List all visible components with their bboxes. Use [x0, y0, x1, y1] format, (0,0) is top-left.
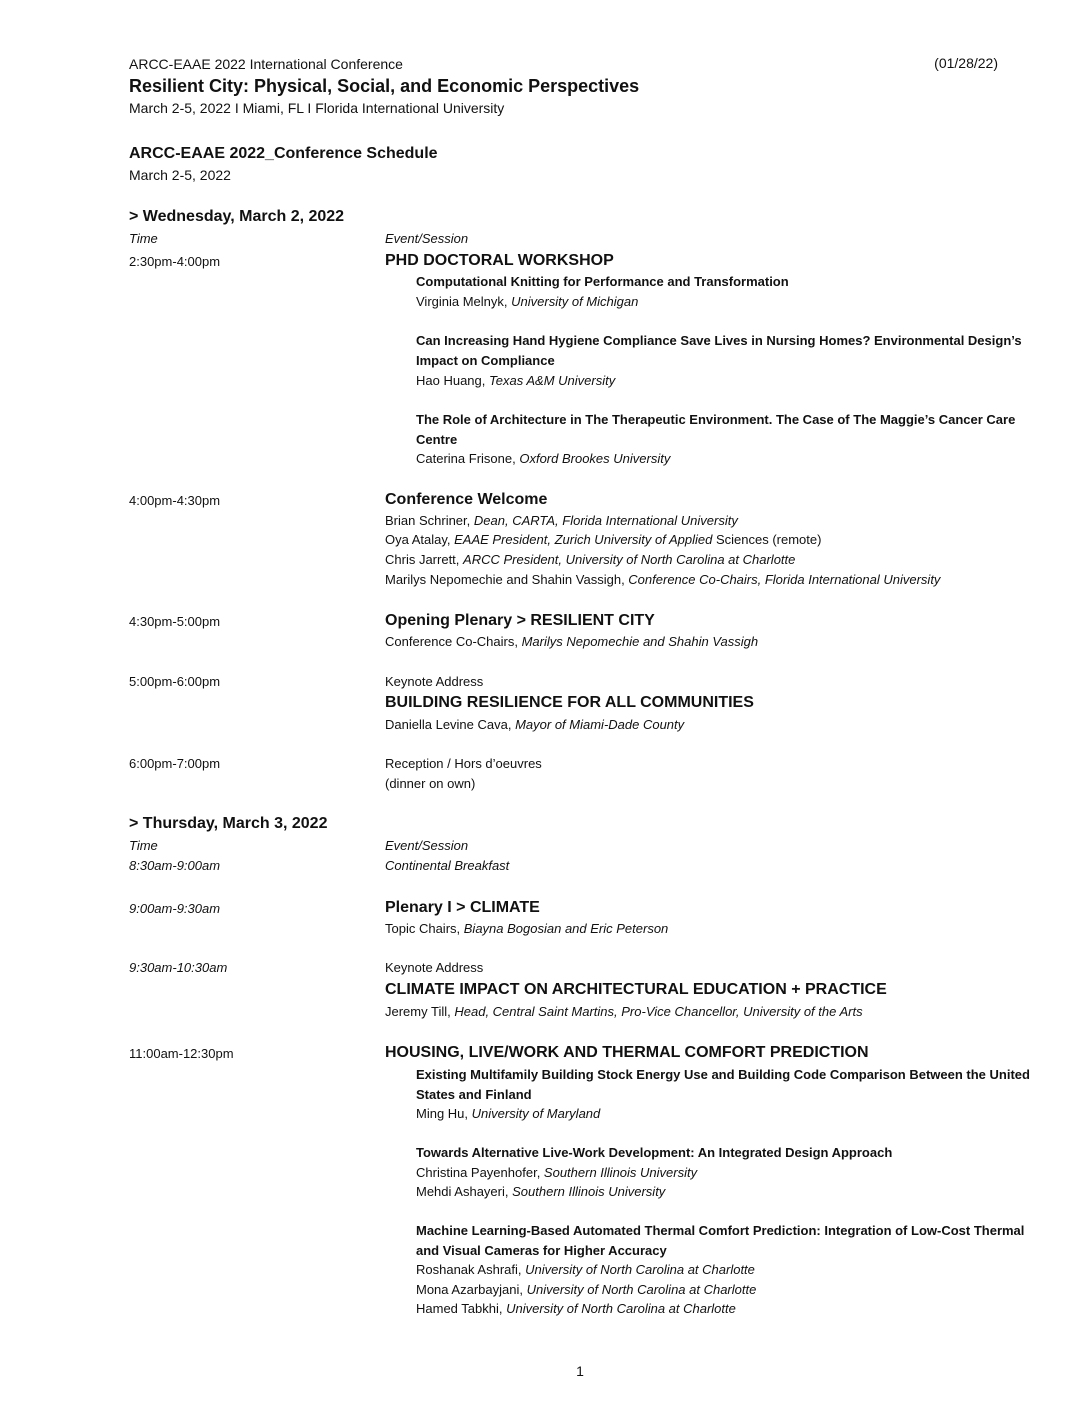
speaker-line: Jeremy Till, Head, Central Saint Martins, Pro-Vice Chancellor, University of the Arts: [385, 1004, 863, 1019]
speaker-line: Marilys Nepomechie and Shahin Vassigh, Conference Co-Chairs, Florida International University: [385, 572, 941, 587]
session-title: BUILDING RESILIENCE FOR ALL COMMUNITIES: [385, 694, 754, 711]
paper-author: Ming Hu, University of Maryland: [416, 1106, 601, 1121]
paper-title: Machine Learning-Based Automated Thermal Comfort Prediction: Integration of Low-Cost Thermal and Visual Cameras for Higher Accuracy: [416, 1223, 1025, 1258]
session-label: Keynote Address: [385, 960, 484, 975]
dates-location: March 2-5, 2022 I Miami, FL I Florida International University: [129, 100, 505, 116]
paper-title: Computational Knitting for Performance and Transformation: [416, 274, 789, 289]
session-label: Reception / Hors d’oeuvres: [385, 756, 542, 771]
session-title: Opening Plenary > RESILIENT CITY: [385, 612, 655, 629]
speaker-line: Conference Co-Chairs, Marilys Nepomechie and Shahin Vassigh: [385, 634, 759, 649]
session-time: 5:00pm-6:00pm: [129, 674, 221, 689]
day-heading-thursday: > Thursday, March 3, 2022: [129, 815, 328, 832]
speaker-line: Chris Jarrett, ARCC President, University of North Carolina at Charlotte: [385, 552, 796, 567]
document-date: (01/28/22): [934, 55, 998, 71]
session-time: 4:00pm-4:30pm: [129, 493, 221, 508]
session-time: 2:30pm-4:00pm: [129, 254, 221, 269]
paper-author: Hamed Tabkhi, University of North Carolina at Charlotte: [416, 1301, 736, 1316]
session-label: Keynote Address: [385, 674, 484, 689]
paper-author: Mehdi Ashayeri, Southern Illinois University: [416, 1184, 666, 1199]
paper-title: Can Increasing Hand Hygiene Compliance Save Lives in Nursing Homes? Environmental Design’s Impact on Compliance: [416, 333, 1022, 368]
paper-author: Christina Payenhofer, Southern Illinois University: [416, 1165, 698, 1180]
session-title: PHD DOCTORAL WORKSHOP: [385, 252, 614, 269]
session-title: HOUSING, LIVE/WORK AND THERMAL COMFORT PREDICTION: [385, 1044, 869, 1061]
speaker-line: Topic Chairs, Biayna Bogosian and Eric Peterson: [385, 921, 669, 936]
speaker-line: Brian Schriner, Dean, CARTA, Florida International University: [385, 513, 738, 528]
session-title: Conference Welcome: [385, 491, 548, 508]
session-time: 8:30am-9:00am: [129, 858, 221, 873]
paper-author: Mona Azarbayjani, University of North Carolina at Charlotte: [416, 1282, 757, 1297]
conference-name: ARCC-EAAE 2022 International Conference: [129, 56, 403, 72]
schedule-title: ARCC-EAAE 2022_Conference Schedule: [129, 145, 438, 162]
session-time: 9:00am-9:30am: [129, 901, 221, 916]
paper-title: The Role of Architecture in The Therapeutic Environment. The Case of The Maggie’s Cancer Care Centre: [416, 412, 1016, 447]
column-header-event: Event/Session: [385, 838, 469, 853]
paper-author: Virginia Melnyk, University of Michigan: [416, 294, 639, 309]
speaker-line: Oya Atalay, EAAE President, Zurich University of Applied Sciences (remote): [385, 532, 822, 547]
session-time: 4:30pm-5:00pm: [129, 614, 221, 629]
paper-title: Towards Alternative Live-Work Development: An Integrated Design Approach: [416, 1145, 893, 1160]
paper-author: Hao Huang, Texas A&M University: [416, 373, 616, 388]
session-time: 9:30am-10:30am: [129, 960, 228, 975]
session-time: 11:00am-12:30pm: [129, 1046, 234, 1061]
session-note: (dinner on own): [385, 776, 476, 791]
session-title: CLIMATE IMPACT ON ARCHITECTURAL EDUCATION + PRACTICE: [385, 981, 887, 998]
schedule-dates: March 2-5, 2022: [129, 167, 231, 183]
session-label: Continental Breakfast: [385, 858, 510, 873]
paper-author: Caterina Frisone, Oxford Brookes University: [416, 451, 671, 466]
page-number: 1: [576, 1363, 584, 1379]
paper-title: Existing Multifamily Building Stock Energy Use and Building Code Comparison Between the United States and Finland: [416, 1067, 1030, 1102]
column-header-time: Time: [129, 231, 158, 246]
page-title: Resilient City: Physical, Social, and Economic Perspectives: [129, 76, 640, 96]
paper-author: Roshanak Ashrafi, University of North Carolina at Charlotte: [416, 1262, 755, 1277]
speaker-line: Daniella Levine Cava, Mayor of Miami-Dade County: [385, 717, 685, 732]
day-heading-wednesday: > Wednesday, March 2, 2022: [129, 208, 345, 225]
column-header-event: Event/Session: [385, 231, 469, 246]
column-header-time: Time: [129, 838, 158, 853]
session-title: Plenary I > CLIMATE: [385, 899, 540, 916]
session-time: 6:00pm-7:00pm: [129, 756, 221, 771]
